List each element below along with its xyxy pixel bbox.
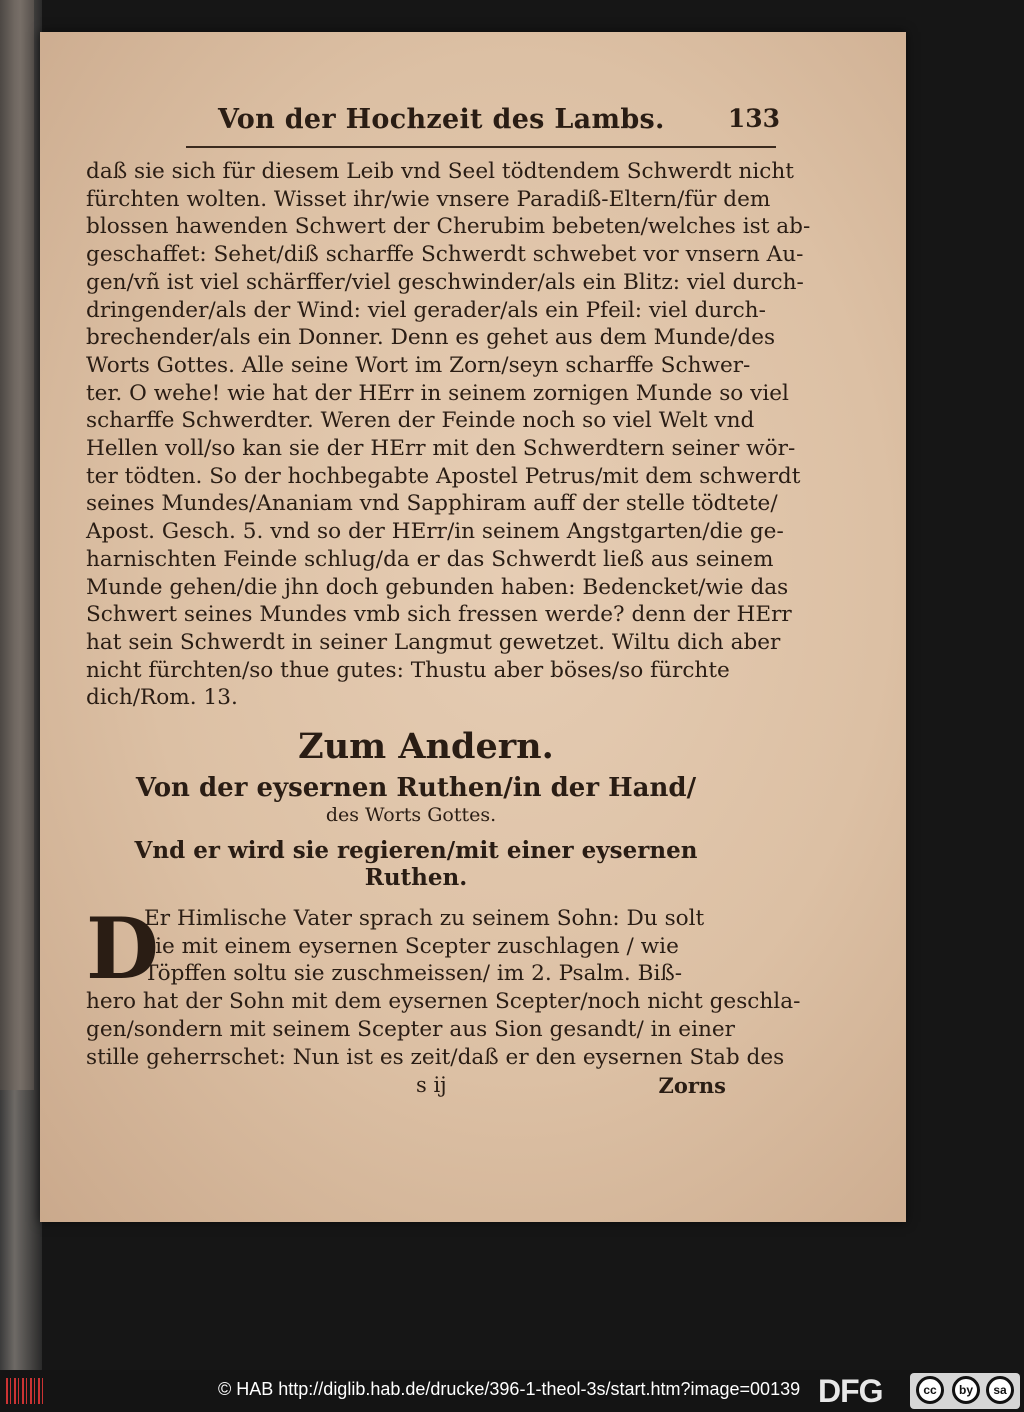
viewer-footer xyxy=(0,1370,1024,1412)
text-line: geschaffet: Sehet/diß scharffe Schwerdt schwebet vor vnsern Au- xyxy=(86,242,804,268)
license-badge[interactable] xyxy=(910,1373,1020,1409)
text-line: hat sein Schwerdt in seiner Langmut gewetzet. Wiltu dich aber xyxy=(86,629,781,655)
text-line: gen/vñ ist viel schärffer/viel geschwinder/als ein Blitz: viel durch- xyxy=(86,269,804,295)
signature-mark: s ij xyxy=(416,1073,447,1098)
sa-icon: sa xyxy=(986,1376,1014,1404)
drop-cap-initial: D xyxy=(86,899,159,999)
text-line: seines Mundes/Ananiam vnd Sapphiram auff der stelle tödtete/ xyxy=(86,491,778,517)
text-line: ter. O wehe! wie hat der HErr in seinem zornigen Munde so viel xyxy=(86,380,789,406)
book-page xyxy=(40,32,906,1222)
text-line: hero hat der Sohn mit dem eysernen Scepter/noch nicht geschla- xyxy=(86,989,801,1015)
text-line: Er Himlische Vater sprach zu seinem Sohn: Du solt xyxy=(144,906,705,932)
text-line: dich/Rom. 13. xyxy=(86,685,238,711)
text-line: Schwert seines Mundes vmb sich fressen werde? denn der HErr xyxy=(86,602,792,628)
running-header xyxy=(186,102,780,148)
text-line: Munde gehen/die jhn doch gebunden haben: Bedencket/wie das xyxy=(86,574,789,600)
scripture-verse: Vnd er wird sie regieren/mit einer eysernen Ruthen. xyxy=(134,837,698,892)
text-line: harnischten Feinde schlug/da er das Schwerdt ließ aus seinem xyxy=(86,546,774,572)
text-line: brechender/als ein Donner. Denn es gehet aus dem Munde/des xyxy=(86,325,776,351)
page-number: 133 xyxy=(727,104,780,133)
text-line: sie mit einem eysernen Scepter zuschlagen / wie xyxy=(144,933,679,959)
text-line: daß sie sich für diesem Leib vnd Seel tödtendem Schwerdt nicht xyxy=(86,159,794,184)
text-line: Töpffen soltu sie zuschmeissen/ im 2. Psalm. Biß- xyxy=(144,961,683,987)
text-line: stille geherrschet: Nun ist es zeit/daß er den eysernen Stab des xyxy=(86,1044,785,1070)
section-subheading-continued: des Worts Gottes. xyxy=(325,804,497,827)
page-footer xyxy=(86,1073,726,1103)
hab-logo-icon[interactable] xyxy=(6,1378,46,1404)
previous-page-edge xyxy=(0,0,34,1090)
text-line: fürchten wolten. Wisset ihr/wie vnsere Paradiß-Eltern/für dem xyxy=(86,186,771,212)
source-credit-link[interactable]: © HAB http://diglib.hab.de/drucke/396-1-theol-3s/start.htm?image=00139 xyxy=(218,1379,801,1399)
text-line: ter tödten. So der hochbegabte Apostel Petrus/mit dem schwerdt xyxy=(86,463,801,489)
catchword: Zorns xyxy=(658,1073,726,1099)
text-line: blossen hawenden Schwert der Cherubim bebeten/welches ist ab- xyxy=(86,214,811,240)
paragraph-1 xyxy=(86,158,811,712)
cc-icon: cc xyxy=(916,1376,944,1404)
text-line: dringender/als der Wind: viel gerader/als ein Pfeil: viel durch- xyxy=(86,297,766,323)
dfg-logo[interactable]: DFG xyxy=(818,1373,883,1409)
text-line: nicht fürchten/so thue gutes: Thustu aber böses/so fürchte xyxy=(86,657,730,683)
text-line: gen/sondern mit seinem Scepter aus Sion gesandt/ in einer xyxy=(86,1016,735,1042)
text-line: Apost. Gesch. 5. vnd so der HErr/in seinem Angstgarten/die ge- xyxy=(86,519,784,545)
paragraph-2 xyxy=(86,899,801,1071)
page-content xyxy=(86,102,811,1103)
section-heading: Zum Andern. xyxy=(298,726,554,768)
section-subheading: Von der eysernen Ruthen/in der Hand/ xyxy=(135,773,697,804)
running-header-title: Von der Hochzeit des Lambs. xyxy=(218,104,665,135)
text-line: Hellen voll/so kan sie der HErr mit den Schwerdtern seiner wör- xyxy=(86,436,796,462)
by-icon: by xyxy=(952,1376,980,1404)
text-line: Worts Gottes. Alle seine Wort im Zorn/seyn scharffe Schwer- xyxy=(86,352,751,378)
text-line: scharffe Schwerdter. Weren der Feinde noch so viel Welt vnd xyxy=(86,408,755,434)
